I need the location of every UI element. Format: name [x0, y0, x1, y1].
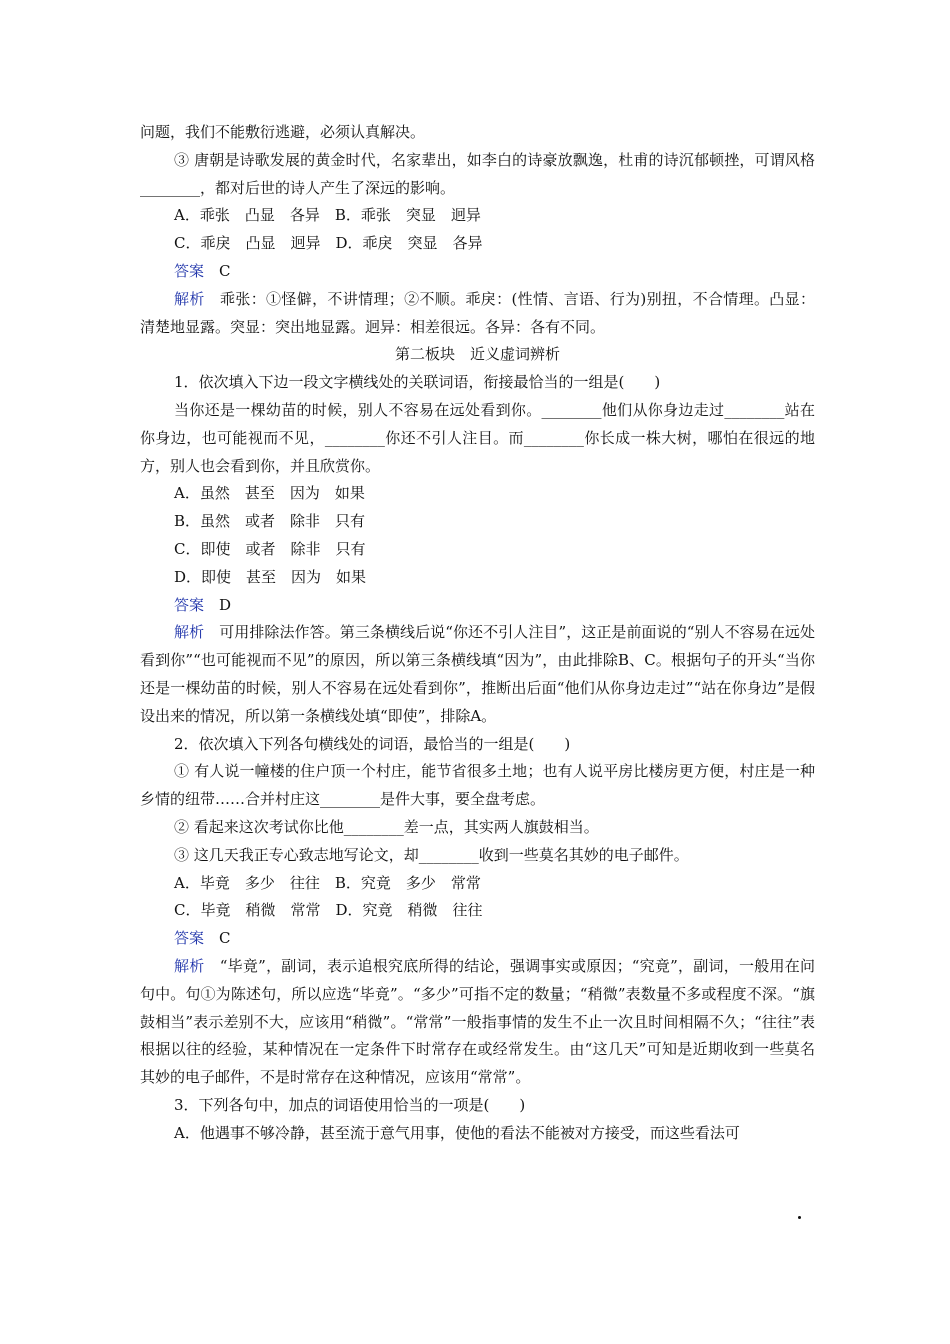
analysis-label: 解析 [174, 289, 205, 308]
answer-line [140, 258, 815, 286]
analysis-text: “毕竟”，副词，表示追根究底所得的结论，强调事实或原因；“究竟”，副词，一般用在问句中。句①为陈述句，所以应选“毕竟”。“多少”可指不定的数量；“稍微”表数量不多或程度不深。“旗鼓相当”表示差别不大，应该用“稍微”。“常常”一般指事情的发生不止一次且时间相隔不久；“往往”表根据以往的经验，某种情况在一定条件下时常存在或经常发生。由“这几天”可知是近期收到一些莫名其妙的电子邮件，不是时常存在这种情况，应该用“常常”。 [140, 956, 815, 1087]
question-2: 2．依次填入下列各句横线处的词语，最恰当的一组是( ) [174, 734, 571, 753]
emphasis-dot [798, 1216, 801, 1219]
answer-label: 答案 [174, 261, 205, 280]
question-1-passage: 当你还是一棵幼苗的时候，别人不容易在远处看到你。________他们从你身边走过________站在你身边，也可能视而不见，________你还不引人注目。而________你长成一株大树，哪怕在很远的地方，别人也会看到你，并且欣赏你。 [140, 400, 815, 475]
analysis-paragraph [140, 953, 815, 1092]
section-heading: 第二板块 近义虚词辨析 [394, 345, 560, 364]
analysis-paragraph [140, 286, 815, 342]
options-ab: A．毕竟 多少 往往 B．究竟 多少 常常 [174, 873, 481, 892]
answer-value: D [204, 595, 232, 614]
question-2-item-3: ③ 这几天我正专心致志地写论文，却________收到一些莫名其妙的电子邮件。 [174, 845, 689, 864]
answer-value: C [204, 261, 231, 280]
analysis-label: 解析 [174, 623, 205, 642]
answer-line [140, 925, 815, 953]
question-3: 3．下列各句中，加点的词语使用恰当的一项是( ) [174, 1095, 526, 1114]
answer-value: C [204, 929, 231, 948]
options-cd: C．乖戾 凸显 迥异 D．乖戾 突显 各异 [174, 234, 483, 253]
answer-line [140, 592, 815, 620]
question-2-item-2: ② 看起来这次考试你比他________差一点，其实两人旗鼓相当。 [174, 817, 599, 836]
question-3-option-a: A．他遇事不够冷静，甚至流于意气用事，使他的看法不能被对方接受，而这些看法可 [174, 1123, 740, 1142]
option-d: D．即使 甚至 因为 如果 [174, 567, 367, 586]
option-a: A．虽然 甚至 因为 如果 [174, 484, 365, 503]
question-item-3: ③ 唐朝是诗歌发展的黄金时代，名家辈出，如李白的诗豪放飘逸，杜甫的诗沉郁顿挫，可谓风格________，都对后世的诗人产生了深远的影响。 [140, 150, 815, 197]
analysis-paragraph [140, 619, 815, 730]
answer-label: 答案 [174, 595, 205, 614]
options-ab: A．乖张 凸显 各异 B．乖张 突显 迥异 [174, 206, 481, 225]
option-c: C．即使 或者 除非 只有 [174, 539, 366, 558]
question-2-item-1: ① 有人说一幢楼的住户顶一个村庄，能节省很多土地；也有人说平房比楼房更方便，村庄是一种乡情的纽带……合并村庄这________是件大事，要全盘考虑。 [140, 762, 815, 809]
analysis-text: 乖张：①怪僻，不讲情理；②不顺。乖戾：(性情、言语、行为)别扭，不合情理。凸显：清楚地显露。突显：突出地显露。迥异：相差很远。各异：各有不同。 [140, 289, 815, 336]
answer-label: 答案 [174, 929, 205, 948]
document-page [140, 119, 815, 1147]
paragraph: 问题，我们不能敷衍逃避，必须认真解决。 [140, 123, 426, 141]
options-cd: C．毕竟 稍微 常常 D．究竟 稍微 往往 [174, 901, 483, 920]
analysis-label: 解析 [174, 956, 205, 975]
analysis-text: 可用排除法作答。第三条横线后说“你还不引人注目”，这正是前面说的“别人不容易在远处看到你”“也可能视而不见”的原因，所以第三条横线填“因为”，由此排除B、C。根据句子的开头“当你还是一棵幼苗的时候，别人不容易在远处看到你”，推断出后面“他们从你身边走过”“站在你身边”是假设出来的情况，所以第一条横线处填“即使”，排除A。 [140, 623, 815, 725]
question-1: 1．依次填入下边一段文字横线处的关联词语，衔接最恰当的一组是( ) [174, 373, 661, 392]
option-b: B．虽然 或者 除非 只有 [174, 512, 366, 531]
